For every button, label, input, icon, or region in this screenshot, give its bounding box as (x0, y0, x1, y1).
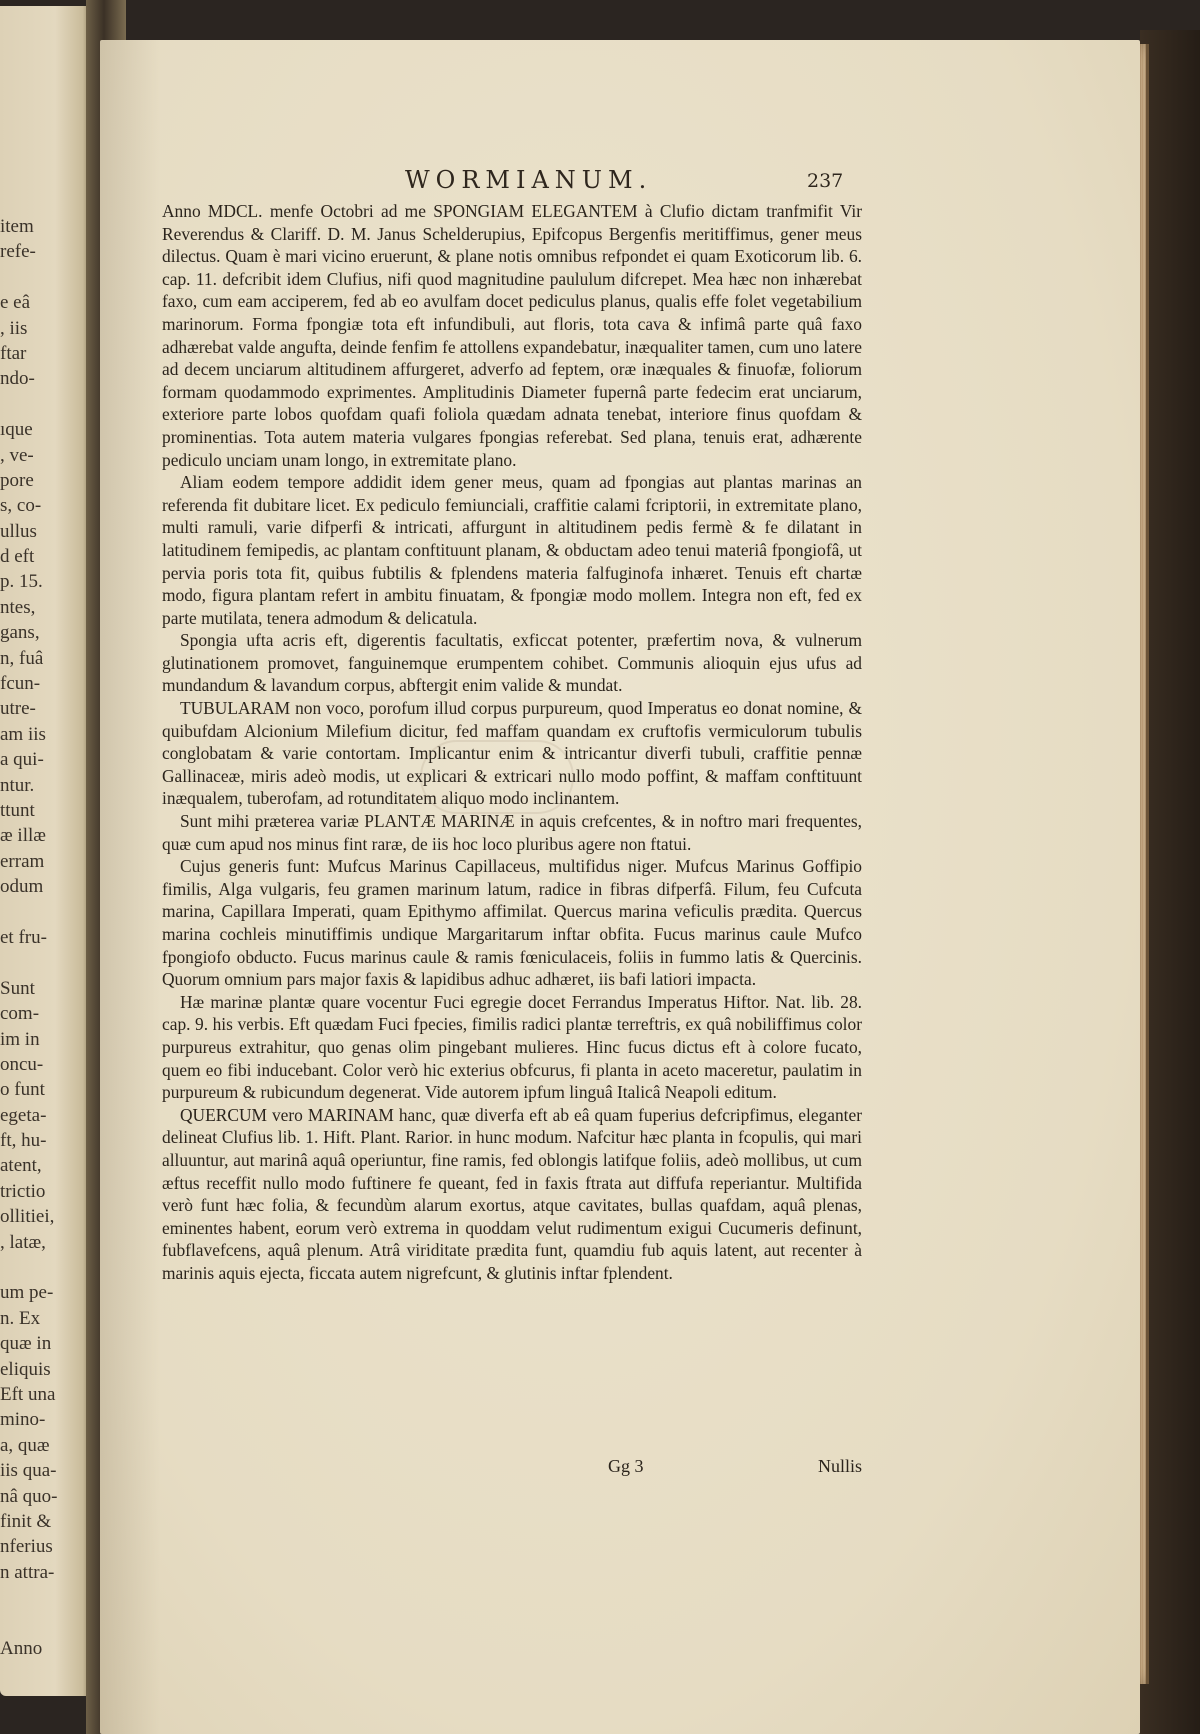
previous-page-line: pore (0, 469, 34, 491)
previous-page-line: n, fuâ (0, 647, 44, 669)
previous-page (0, 6, 92, 1696)
previous-page-line: , ve- (0, 444, 34, 466)
previous-page-line (0, 900, 92, 925)
page-footer (162, 1456, 862, 1480)
page-number: 237 (807, 170, 844, 192)
previous-page-line: gans, (0, 622, 40, 644)
previous-page-line: n. Ex (0, 1307, 41, 1329)
body-text (162, 200, 862, 1285)
previous-page-line: mino- (0, 1409, 46, 1431)
previous-page-line: eliquis (0, 1358, 51, 1380)
running-head (160, 166, 860, 200)
previous-page-line (0, 392, 92, 417)
previous-page-line: n attra- (0, 1561, 55, 1583)
running-title: WORMIANUM. (405, 166, 653, 194)
paragraph-spongia-elegans: Anno MDCL. menfe Octobri ad me SPONGIAM ELEGANTEM à Clufio dictam tranfmifit Vir Reverendus & Clariff. D. M. Janus Schelderupius, Epifcopus Bergenfis meritiffimus, gener meus dilectus. Quam è mari vicino eruerunt, & plane notis omnibus refpondet ei quam Exoticorum lib. 6. cap. 11. defcribit idem Clufius, nifi quod magnitudine paululum difcrepet. Mea hæc non inhærebat faxo, cum eam acciperem, fed ab eo avulfam docet pediculus planus, qualis effe folet vegetabilium marinorum. Forma fpongiæ tota eft infundibuli, aut floris, tota cava & infimâ parte quâ faxo adhærebat valde angufta, deinde fenfim fe attollens expandebatur, inæqualiter tamen, cum uno latere ad decem unciarum altitudinem affurgeret, adverfo ad feptem, oræ inæquales & finuofæ, foliorum formam quodammodo exprimentes. Amplitudinis Diameter fupernâ parte fedecim erat unciarum, exteriore parte lobos quofdam quafi foliola quædam adnata tenebat, interiore finus quofdam & prominentias. Tota autem materia vulgares fpongias referebat. Sed plana, tenuis erat, adhærente pediculo unciam unam longo, in extremitate plano. (162, 201, 862, 470)
previous-page-line: item (0, 216, 34, 237)
previous-page-line: am iis (0, 723, 46, 745)
previous-page-line: s, co- (0, 495, 42, 517)
previous-page-line: ntur. (0, 774, 35, 796)
previous-page-line: trictio (0, 1180, 46, 1202)
previous-page-line: , latæ, (0, 1231, 46, 1253)
previous-page-line: com- (0, 1003, 40, 1025)
previous-page-line: ftar (0, 342, 27, 364)
previous-page-line (0, 265, 92, 290)
previous-page-line: ollitiei, (0, 1206, 55, 1228)
previous-page-line: oncu- (0, 1053, 44, 1075)
previous-page-line (0, 1585, 92, 1610)
previous-page-line: nferius (0, 1536, 53, 1558)
previous-page-line: et fru- (0, 926, 47, 948)
previous-page-line: ntes, (0, 596, 36, 618)
previous-page-line: p. 15. (0, 571, 43, 593)
previous-page-line: refe- (0, 241, 36, 263)
paragraph-fuci: Hæ marinæ plantæ quare vocentur Fuci egregie docet Ferrandus Imperatus Hiftor. Nat. lib. 28. cap. 9. his verbis. Eft quædam Fuci fpecies, fimilis radici plantæ terreftris, ex quâ nobiliffimus color purpureus extrahitur, quo genas olim pingebant mulieres. Hinc fucus dictus eft à colore fucato, quem eo fibi inducebant. Color verò hic exterius obfcurus, fi planta in aceto maceretur, paulatim in purpureum & rubicundum degenerat. Vide autorem ipfum linguâ Italicâ Neapoli editum. (162, 991, 862, 1103)
previous-page-line: , iis (0, 317, 28, 339)
previous-page-text-fragment (0, 214, 92, 1661)
previous-page-line: Anno (0, 1637, 43, 1659)
previous-page-line: odum (0, 876, 44, 898)
previous-page-line: um pe- (0, 1282, 54, 1304)
previous-page-line: æ illæ (0, 825, 46, 847)
previous-page-line: ttunt (0, 799, 35, 821)
previous-page-line: Sunt (0, 977, 35, 999)
previous-page-line: utre- (0, 698, 36, 720)
paragraph-spongia-usta: Spongia ufta acris eft, digerentis facultatis, exficcat potenter, præfertim nova, & vulnerum glutinationem promovet, fanguinemque erumpentem cohibet. Communis alioquin ejus ufus ad mundandum & lavandum corpus, abftergit enim valide & mundat. (162, 630, 862, 696)
paragraph-cujus-generis: Cujus generis funt: Mufcus Marinus Capillaceus, multifidus niger. Mufcus Marinus Goffipio fimilis, Alga vulgaris, feu gramen marinum latum, radice in fibras difperfâ. Filum, feu Cufcuta marina, Capillara Imperati, quam Epithymo affimilat. Quercus marina veficulis prædita. Quercus marina cochleis minutiffimis undique Margaritarum inftar obfita. Fucus marinus caule Mufco fpongiofo obducto. Fucus marinus caule & ramis fœniculaceis, foliis in fummo latis & Quercinis. Quorum omnium pars major faxis & lapidibus adhuc adhæret, iis bafi latiori impacta. (162, 856, 862, 990)
previous-page-line: nâ quo- (0, 1485, 58, 1507)
previous-page-line: ndo- (0, 368, 35, 390)
book-cover-edge (1140, 30, 1200, 1734)
paragraph-plantae-marinae: Sunt mihi præterea variæ PLANTÆ MARINÆ in aquis crefcentes, & in noftro mari frequentes, quæ cum apud nos minus fint raræ, de iis hoc loco pluribus agere non ftatui. (162, 811, 862, 854)
paragraph-tubulara: TUBULARAM non voco, porofum illud corpus purpureum, quod Imperatus eo donat nomine, & quibufdam Alcionium Milefium dicitur, fed maffam quandam ex cruftofis vermiculorum tubulis conglobatam & varie contortam. Implicantur enim & intricantur diverfi tubuli, craffitie pennæ Gallinaceæ, miris adeò modis, ut explicari & extricari nullo modo poffint, & maffam conftituunt inæqualem, tuberofam, ad rotunditatem aliquo modo inclinantem. (162, 698, 862, 809)
previous-page-line: ft, hu- (0, 1130, 47, 1152)
catchword: Nullis (817, 1456, 862, 1476)
previous-page-line: erram (0, 850, 45, 872)
previous-page-line: quæ in (0, 1333, 52, 1355)
previous-page-line: a, quæ (0, 1434, 50, 1456)
signature-mark: Gg 3 (608, 1456, 644, 1476)
paragraph-aliam: Aliam eodem tempore addidit idem gener meus, quam ad fpongias aut plantas marinas an referenda fit dubitare licet. Ex pediculo femiunciali, craffitie calami fcriptorii, in extremitate plano, multi ramuli, varie difperfi & intricati, affurgunt in altitudinem pedis fermè & fe dilatant in latitudinem femipedis, ac plantam conftituunt planam, & obductam adeo tenui materiâ fpongiofâ, ut pervia poris tota fit, quibus fubtilis & fplendens materia falfuginofa inhæret. Tenuis eft chartæ modo, figura plantam refert in ambitu finuatam, & fpongiæ modo mollem. Integra non eft, fed ex parte mutilata, tenera admodum & delicatula. (162, 472, 862, 628)
previous-page-line (0, 1610, 92, 1635)
previous-page-line: atent, (0, 1155, 42, 1177)
previous-page-line: d eft (0, 546, 35, 568)
previous-page-line: iis qua- (0, 1460, 57, 1482)
paragraph-quercus-marina: QUERCUM vero MARINAM hanc, quæ diverfa eft ab eâ quam fuperius defcripfimus, eleganter delineat Clufius lib. 1. Hift. Plant. Rarior. in hunc modum. Nafcitur hæc planta in fcopulis, qui mari alluuntur, aut marinâ aquâ operiuntur, fine ramis, fed oblongis latifque foliis, adeò mollibus, ut cum æftus receffit nullo modo fuftinere fe queant, fed in faxis ftrata aut diffufa reperiantur. Multifida verò funt hæc folia, & fecundùm alarum exortus, atque cavitates, bullas quafdam, aquâ plenas, eminentes habent, eorum verò extrema in quoddam velut rudimentum exigui Cucumeris definunt, fubflavefcens, aquâ plenum. Atrâ viriditate prædita funt, quamdiu fub aquis latent, aut recenter à marinis aquis ejecta, ficcata autem nigrefcunt, & glutinis inftar fplendent. (162, 1104, 862, 1283)
previous-page-line: a qui- (0, 749, 44, 771)
previous-page-line: finit & (0, 1510, 52, 1532)
previous-page-line: egeta- (0, 1104, 47, 1126)
previous-page-line: o funt (0, 1079, 45, 1101)
previous-page-line (0, 1255, 92, 1280)
previous-page-line (0, 950, 92, 975)
previous-page-line: e eâ (0, 292, 31, 314)
previous-page-line: ıque (0, 419, 33, 441)
previous-page-line: Eft una (0, 1383, 56, 1405)
previous-page-line: im in (0, 1028, 40, 1050)
previous-page-line: fcun- (0, 673, 41, 695)
previous-page-line: ullus (0, 520, 37, 542)
